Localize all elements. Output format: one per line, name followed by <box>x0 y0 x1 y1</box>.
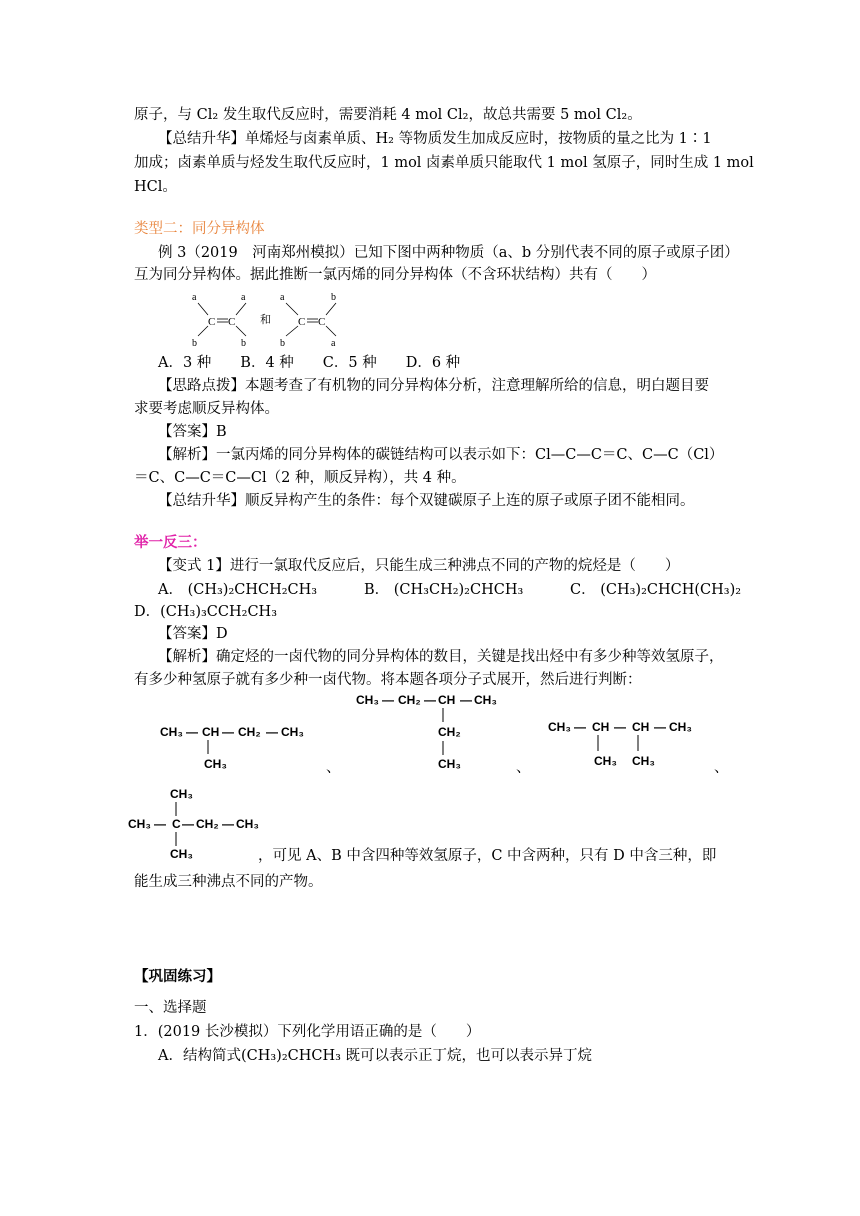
svg-text:—: — <box>382 693 394 707</box>
svg-text:CH: CH <box>438 693 456 707</box>
svg-text:—: — <box>654 720 666 734</box>
svg-text:CH₂: CH₂ <box>398 693 421 707</box>
text-line: 【答案】B <box>158 424 227 440</box>
question-1-option-a: A．结构简式(CH₃)₂CHCH₃ 既可以表示正丁烷，也可以表示异丁烷 <box>158 1048 593 1064</box>
svg-text:CH₃: CH₃ <box>236 817 259 831</box>
text-line: 【答案】D <box>158 626 228 642</box>
svg-text:CH₃: CH₃ <box>669 720 692 734</box>
text-line: 互为同分异构体。据此推断一氯丙烯的同分异构体（不含环状结构）共有（ ） <box>134 267 656 283</box>
section-heading: 【巩固练习】 <box>134 968 221 985</box>
separator: 、 <box>326 760 341 776</box>
svg-text:—: — <box>460 693 472 707</box>
svg-text:CH₃: CH₃ <box>128 817 151 831</box>
svg-text:—: — <box>614 720 626 734</box>
svg-text:CH₃: CH₃ <box>632 754 655 768</box>
label-a: a <box>280 292 285 303</box>
svg-text:CH₃: CH₃ <box>170 787 193 801</box>
option-d: D．(CH₃)₃CCH₂CH₃ <box>134 604 278 620</box>
structure-d <box>128 784 268 864</box>
svg-text:—: — <box>574 720 586 734</box>
svg-text:C: C <box>172 817 181 831</box>
svg-text:CH₃: CH₃ <box>356 693 379 707</box>
svg-text:CH₃: CH₃ <box>474 693 497 707</box>
svg-text:—: — <box>186 725 198 739</box>
label-b: b <box>280 338 285 349</box>
text-line: 有多少种氢原子就有多少种一卤代物。将本题各项分子式展开，然后进行判断： <box>134 672 642 688</box>
question-1: 1．(2019 长沙模拟）下列化学用语正确的是（ ） <box>134 1024 481 1040</box>
svg-text:CH: CH <box>202 725 220 739</box>
structure-c <box>548 715 708 771</box>
text-line: 【思路点拨】本题考查了有机物的同分异构体分析，注意理解所给的信息，明白题目要 <box>158 378 709 394</box>
text-line: HCl。 <box>134 179 177 195</box>
separator: 、 <box>714 760 729 776</box>
svg-text:CH₃: CH₃ <box>160 725 183 739</box>
svg-text:—: — <box>182 817 194 831</box>
isomer-diagram <box>186 288 356 350</box>
svg-text:CH₃: CH₃ <box>204 757 227 771</box>
svg-text:CH₃: CH₃ <box>281 725 304 739</box>
svg-text:—: — <box>222 725 234 739</box>
section-heading: 举一反三： <box>134 534 207 551</box>
and-label: 和 <box>260 314 271 326</box>
option-c: C． (CH₃)₂CHCH(CH₃)₂ <box>570 582 742 598</box>
carbon: C <box>208 316 216 328</box>
svg-text:—: — <box>222 817 234 831</box>
text-line: 一、选择题 <box>134 1000 207 1016</box>
text-line: 加成；卤素单质与烃发生取代反应时，1 mol 卤素单质只能取代 1 mol 氢原子，同时生成 1 mol <box>134 155 754 171</box>
svg-text:CH₃: CH₃ <box>594 754 617 768</box>
label-b: b <box>241 338 246 349</box>
svg-text:CH₂: CH₂ <box>238 725 261 739</box>
separator: 、 <box>516 760 531 776</box>
section-heading: 类型二：同分异构体 <box>134 221 265 237</box>
label-b: b <box>192 338 197 349</box>
text-line: 求要考虑顺反异构体。 <box>134 401 279 417</box>
svg-text:CH₂: CH₂ <box>438 725 461 739</box>
svg-text:CH₂: CH₂ <box>196 817 219 831</box>
label-a: a <box>331 338 336 349</box>
text-line: 【总结升华】顺反异构产生的条件：每个双键碳原子上连的原子或原子团不能相同。 <box>158 493 695 509</box>
svg-text:CH₃: CH₃ <box>548 720 571 734</box>
option-a: A． (CH₃)₂CHCH₂CH₃ <box>158 582 318 598</box>
text-line: ＝C、C—C＝C—Cl（2 种，顺反异构），共 4 种。 <box>134 470 466 486</box>
carbon: C <box>318 316 326 328</box>
carbon: C <box>298 316 306 328</box>
text-line: 原子，与 Cl₂ 发生取代反应时，需要消耗 4 mol Cl₂，故总共需要 5 mol Cl₂。 <box>134 107 642 123</box>
svg-text:CH₃: CH₃ <box>170 847 193 861</box>
answer-options: A．3 种 B．4 种 C．5 种 D．6 种 <box>158 355 461 371</box>
carbon: C <box>228 316 236 328</box>
text-line: 能生成三种沸点不同的产物。 <box>134 874 323 890</box>
svg-text:—: — <box>154 817 166 831</box>
svg-text:CH₃: CH₃ <box>438 757 461 771</box>
svg-text:—: — <box>424 693 436 707</box>
label-a: a <box>241 292 246 303</box>
label-b: b <box>331 292 336 303</box>
text-line: 【解析】一氯丙烯的同分异构体的碳链结构可以表示如下：Cl—C—C＝C、C—C（Cl） <box>158 447 724 463</box>
text-line: 【总结升华】单烯烃与卤素单质、H₂ 等物质发生加成反应时，按物质的量之比为 1∶1 <box>158 131 712 147</box>
option-b: B． (CH₃CH₂)₂CHCH₃ <box>364 582 524 598</box>
text-line: 例 3（2019 河南郑州模拟）已知下图中两种物质（a、b 分别代表不同的原子或原子团） <box>158 245 739 261</box>
structure-a <box>160 720 310 772</box>
svg-text:CH: CH <box>632 720 650 734</box>
svg-text:CH: CH <box>592 720 610 734</box>
text-line: 【解析】确定烃的一卤代物的同分异构体的数目，关键是找出烃中有多少种等效氢原子， <box>158 649 724 665</box>
label-a: a <box>192 292 197 303</box>
text-line: ，可见 A、B 中含四种等效氢原子，C 中含两种，只有 D 中含三种，即 <box>258 848 717 864</box>
structure-b <box>356 690 506 772</box>
text-line: 【变式 1】进行一氯取代反应后，只能生成三种沸点不同的产物的烷烃是（ ） <box>158 558 680 574</box>
svg-text:—: — <box>266 725 278 739</box>
